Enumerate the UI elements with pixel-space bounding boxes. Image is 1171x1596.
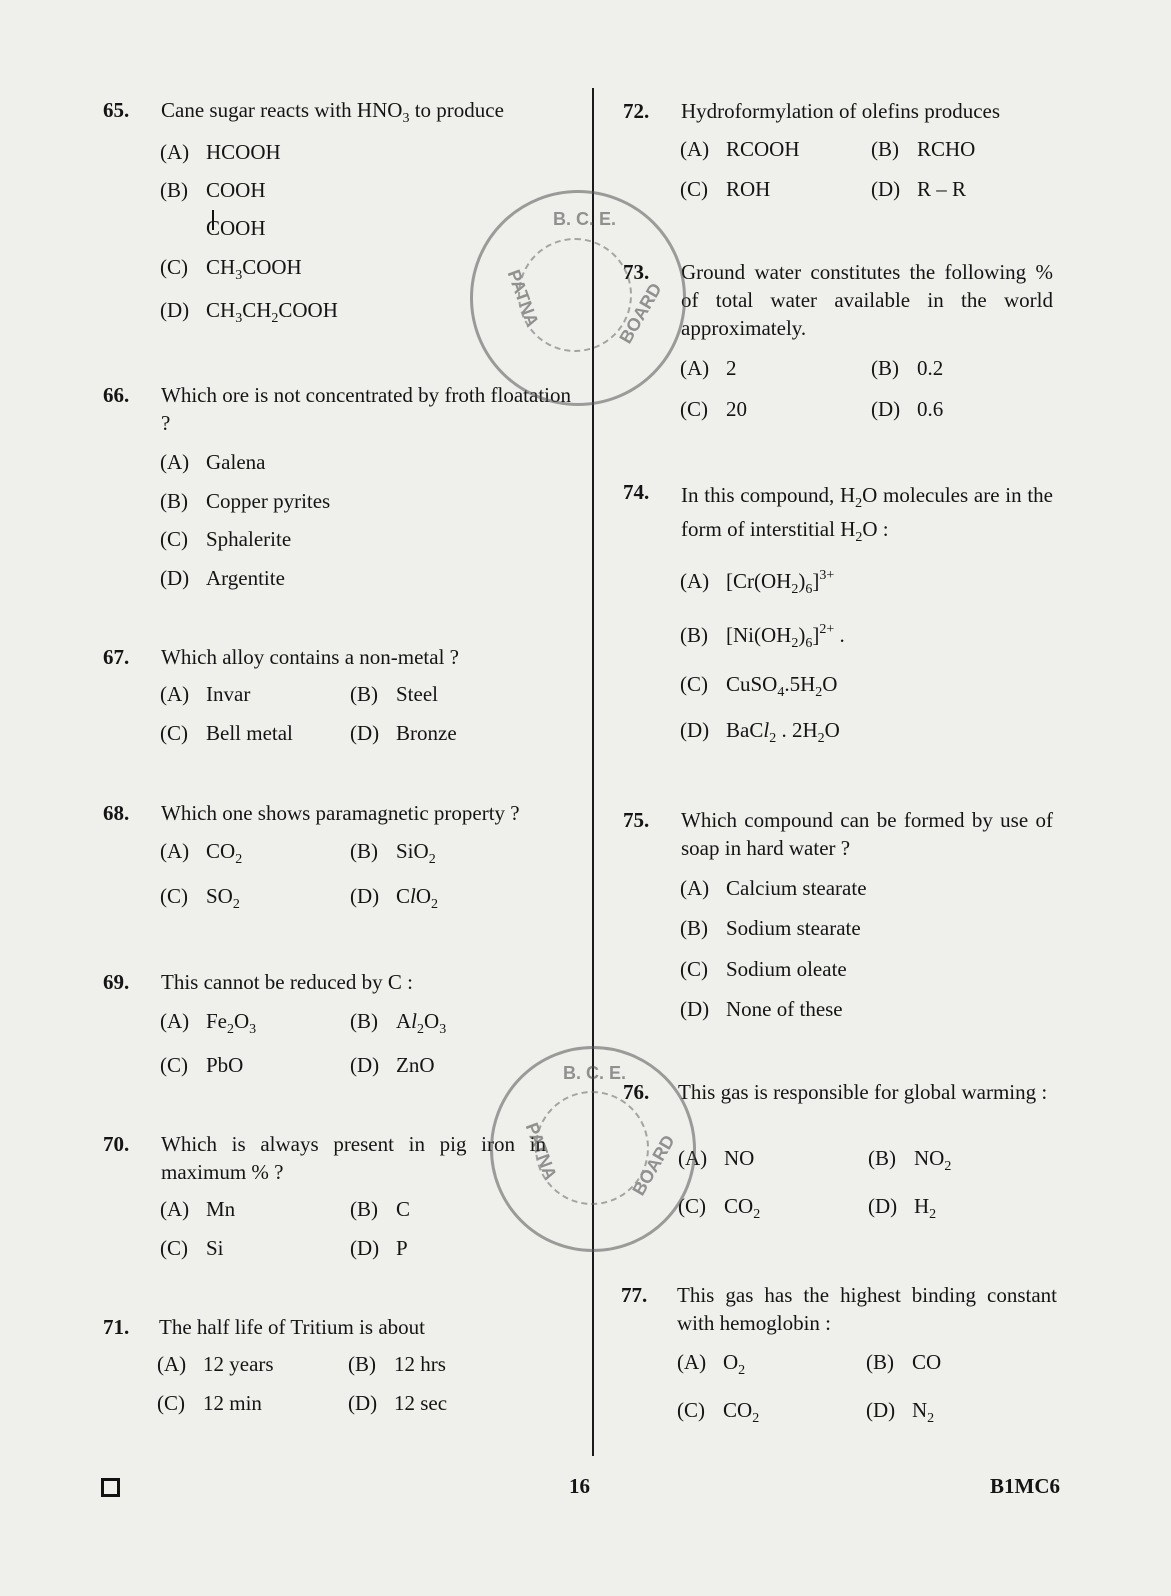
option-a: (A) Calcium stearate (680, 876, 867, 900)
question-number: 72. (623, 99, 650, 123)
option-b: (B) COOH (160, 178, 266, 202)
question-number: 68. (103, 801, 130, 825)
option-c: (C) $SO_2$ (160, 884, 240, 912)
option-d: (D) P (350, 1236, 408, 1260)
page-number: 16 (569, 1474, 590, 1498)
question-stem: This gas has the highest binding constant with hemoglobin : (677, 1283, 1057, 1335)
question-stem: Which compound can be formed by use of soap in hard water ? (681, 808, 1053, 860)
option-c: (C) $CuSO_4.5H_2O$ (680, 672, 838, 700)
question-stem: In this compound, $H_2O$ molecules are in the form of interstitial $H_2O$ : (681, 483, 1053, 545)
corner-square-mark (101, 1478, 120, 1497)
option-d: (D) 0.6 (871, 397, 944, 421)
option-d: (D) 12 sec (348, 1391, 448, 1415)
question-68 (103, 799, 573, 829)
question-number: 65. (103, 98, 130, 122)
booklet-code: B1MC6 (990, 1474, 1060, 1498)
option-c: (C) Si (160, 1236, 224, 1260)
question-stem: Which is always present in pig iron in maximum % ? (161, 1132, 546, 1184)
option-a: (A) 12 years (157, 1352, 274, 1376)
option-d: (D) $N_2$ (866, 1398, 935, 1426)
option-b: (B) Steel (350, 682, 438, 706)
option-d: (D) Bronze (350, 721, 457, 745)
option-c: (C) 20 (680, 397, 747, 421)
question-number: 74. (623, 480, 650, 504)
question-number: 73. (623, 260, 650, 284)
option-d: (D) None of these (680, 997, 843, 1021)
option-a: (A) 2 (680, 356, 737, 380)
option-c: (C) Sodium oleate (680, 957, 847, 981)
option-c: (C) Sphalerite (160, 527, 292, 551)
option-c: (C) $CO_2$ (677, 1398, 760, 1426)
question-number: 76. (623, 1080, 650, 1104)
question-66 (103, 381, 573, 441)
option-a: (A) $Fe_2O_3$ (160, 1009, 257, 1037)
question-number: 69. (103, 970, 130, 994)
option-c: (C) PbO (160, 1053, 244, 1077)
option-d: (D) ClO$_2$ (350, 884, 439, 912)
question-75 (623, 806, 1073, 866)
option-c: (C) 12 min (157, 1391, 262, 1415)
board-stamp-seal: B. C. E. PATNA BOARD (490, 1046, 696, 1252)
option-c: (C) $CH_3COOH$ (160, 255, 302, 283)
option-b: (B) Sodium stearate (680, 916, 861, 940)
option-a: (A) $[Cr(OH_2)_6]^{3+}$ (680, 568, 835, 597)
question-72 (623, 97, 1073, 127)
question-number: 75. (623, 808, 650, 832)
question-73 (623, 258, 1073, 348)
option-b: (B) $Al_2O_3$ (350, 1009, 447, 1037)
option-d: (D) BaCl$_2$ . $2H_2O$ (680, 718, 840, 746)
option-a: (A) $O_2$ (677, 1350, 746, 1378)
option-c: (C) $CO_2$ (678, 1194, 761, 1222)
option-a: (A) $CO_2$ (160, 839, 243, 867)
option-d: (D) R – R (871, 177, 967, 201)
question-69 (103, 968, 573, 998)
option-b: (B) 0.2 (871, 356, 944, 380)
question-number: 66. (103, 383, 130, 407)
option-c: (C) Bell metal (160, 721, 293, 745)
board-stamp-seal: B. C. E. PATNA BOARD (470, 190, 686, 406)
question-stem: Which ore is not concentrated by froth floatation ? (161, 383, 571, 435)
option-b-line2: COOH (206, 216, 266, 240)
option-b: (B) RCHO (871, 137, 976, 161)
question-stem: Which one shows paramagnetic property ? (161, 801, 520, 825)
option-d: (D) ZnO (350, 1053, 435, 1077)
question-77 (621, 1281, 1071, 1341)
option-b: (B) 12 hrs (348, 1352, 446, 1376)
option-a: (A) RCOOH (680, 137, 800, 161)
option-b: (B) CO (866, 1350, 942, 1374)
option-a: (A) Galena (160, 450, 266, 474)
question-74 (623, 478, 1073, 545)
question-number: 71. (103, 1315, 130, 1339)
option-b: (B) Copper pyrites (160, 489, 331, 513)
question-stem: Cane sugar reacts with $HNO_3$ to produce (161, 98, 504, 126)
option-b: (B) $NO_2$ (868, 1146, 952, 1174)
question-stem: The half life of Tritium is about (159, 1315, 425, 1339)
question-71 (103, 1313, 573, 1343)
option-c: (C) ROH (680, 177, 771, 201)
option-b: (B) C (350, 1197, 411, 1221)
option-b: (B) $[Ni(OH_2)_6]^{2+}$ . (680, 622, 845, 651)
option-d: (D) $H_2$ (868, 1194, 937, 1222)
option-b: (B) SiO$_2$ (350, 839, 436, 867)
question-stem: Hydroformylation of olefins produces (681, 99, 1001, 123)
question-number: 70. (103, 1132, 130, 1156)
question-67 (103, 643, 573, 673)
question-stem: This gas is responsible for global warming : (678, 1080, 1048, 1104)
question-stem: Ground water constitutes the following % of total water available in the world approximately. (681, 260, 1053, 340)
question-number: 77. (621, 1283, 648, 1307)
option-a: (A) Mn (160, 1197, 236, 1221)
option-a: (A) HCOOH (160, 140, 281, 164)
question-stem: This cannot be reduced by C : (161, 970, 413, 994)
question-stem: Which alloy contains a non-metal ? (161, 645, 459, 669)
question-number: 67. (103, 645, 130, 669)
option-a: (A) Invar (160, 682, 251, 706)
option-d: (D) $CH_3CH_2COOH$ (160, 298, 338, 326)
option-a: (A) NO (678, 1146, 755, 1170)
option-d: (D) Argentite (160, 566, 285, 590)
